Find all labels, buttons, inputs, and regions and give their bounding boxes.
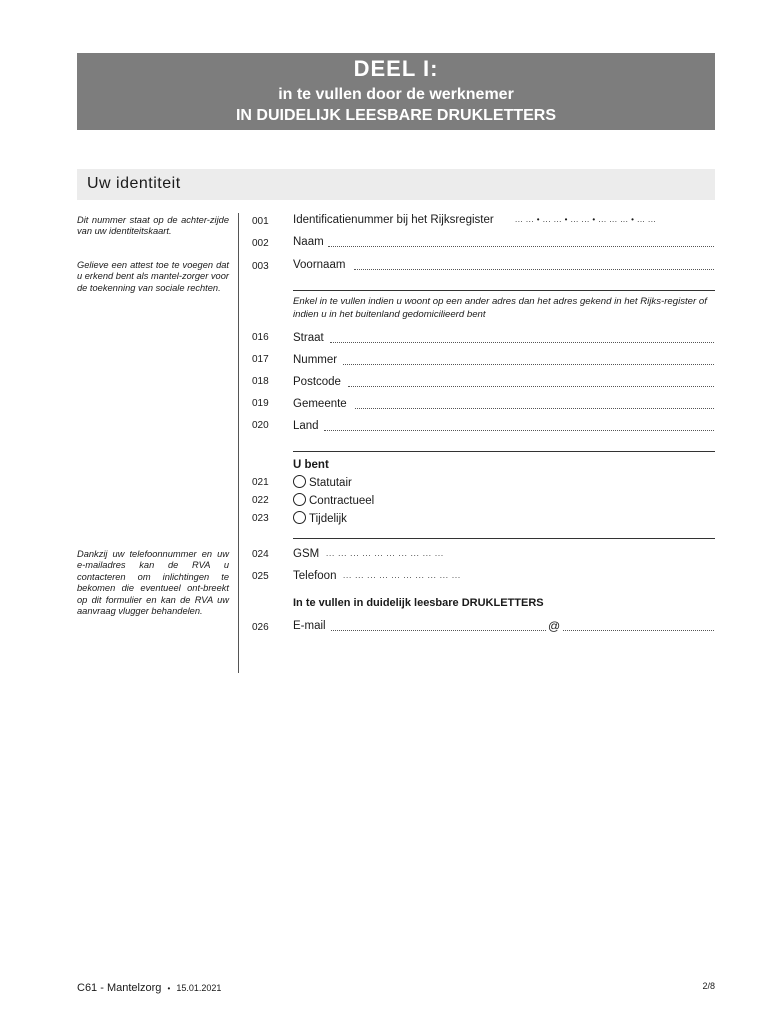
name-input[interactable] [328,246,714,247]
part-instruction: IN DUIDELIJK LEESBARE DRUKLETTERS [235,107,557,124]
field-code-024: 024 [252,549,269,560]
field-code-017: 017 [252,354,269,365]
field-code-018: 018 [252,376,269,387]
email-user-input[interactable] [331,630,546,631]
contractual-label: Contractueel [309,495,375,507]
number-label: Nummer [293,354,338,366]
section-title: Uw identiteit [87,175,181,192]
field-code-001: 001 [252,216,269,227]
country-label: Land [293,420,319,432]
email-label: E-mail [293,620,326,632]
municipality-input[interactable] [355,408,714,409]
phone-label: Telefoon [293,570,337,582]
address-divider [293,290,715,291]
statutory-radio[interactable] [293,475,306,488]
section-header [77,169,715,200]
field-code-016: 016 [252,332,269,343]
number-input[interactable] [343,364,714,365]
firstname-input[interactable] [354,269,714,270]
field-code-022: 022 [252,495,269,506]
field-code-025: 025 [252,571,269,582]
status-divider [293,451,715,452]
street-input[interactable] [330,342,714,343]
municipality-label: Gemeente [293,398,347,410]
field-code-026: 026 [252,622,269,633]
postcode-label: Postcode [293,376,341,388]
form-id: C61 - Mantelzorg [77,982,162,994]
firstname-label: Voornaam [293,259,346,271]
temporary-radio[interactable] [293,511,306,524]
field-code-003: 003 [252,261,269,272]
field-code-023: 023 [252,513,269,524]
field-code-002: 002 [252,238,269,249]
email-domain-input[interactable] [563,630,714,631]
country-input[interactable] [324,430,714,431]
part-title: DEEL I: [353,56,439,81]
street-label: Straat [293,332,324,344]
status-heading: U bent [293,459,329,471]
national-number-label: Identificatienummer bij het Rijksregister [293,214,494,226]
footer-bullet: • [167,984,171,993]
contact-divider [293,538,715,539]
part-banner [77,53,715,130]
column-divider [238,213,239,673]
form-date: 15.01.2021 [176,983,222,993]
field-code-021: 021 [252,477,269,488]
contractual-radio[interactable] [293,493,306,506]
field-code-019: 019 [252,398,269,409]
temporary-label: Tijdelijk [309,513,347,525]
mobile-label: GSM [293,548,320,560]
print-note: In te vullen in duidelijk leesbare DRUKLETTERS [293,597,544,609]
part-subtitle: in te vullen door de werknemer [278,86,514,103]
form-footer [77,982,221,994]
field-code-020: 020 [252,420,269,431]
phone-input[interactable]: ... ... ... ... ... ... ... ... ... ... [343,571,461,580]
attest-note: Gelieve een attest toe te voegen dat u erkend bent als mantel-zorger voor de toekenning van sociale rechten. [77,260,229,293]
page-number: 2/8 [702,981,715,991]
postcode-input[interactable] [348,386,714,387]
id-number-note: Dit nummer staat op de achter-zijde van uw identiteitskaart. [77,215,229,237]
statutory-label: Statutair [309,477,352,489]
name-label: Naam [293,236,324,248]
mobile-input[interactable]: ... ... ... ... ... ... ... ... ... ... [326,549,444,558]
national-number-input[interactable]: ... ... • ... ... • ... ... • ... ... ... • ... ... [515,215,657,224]
contact-note: Dankzij uw telefoonnummer en uw e-mailadres kan de RVA u contacteren om inlichtingen te bekomen die eventueel ont-breekt op dit formulier en kan de RVA uw aanvraag vlugger behandelen. [77,549,229,617]
email-at-sign: @ [548,619,561,633]
address-note: Enkel in te vullen indien u woont op een ander adres dan het adres gekend in het Rijks-register of indien u in het buitenland gedomicilieerd bent [293,296,707,320]
